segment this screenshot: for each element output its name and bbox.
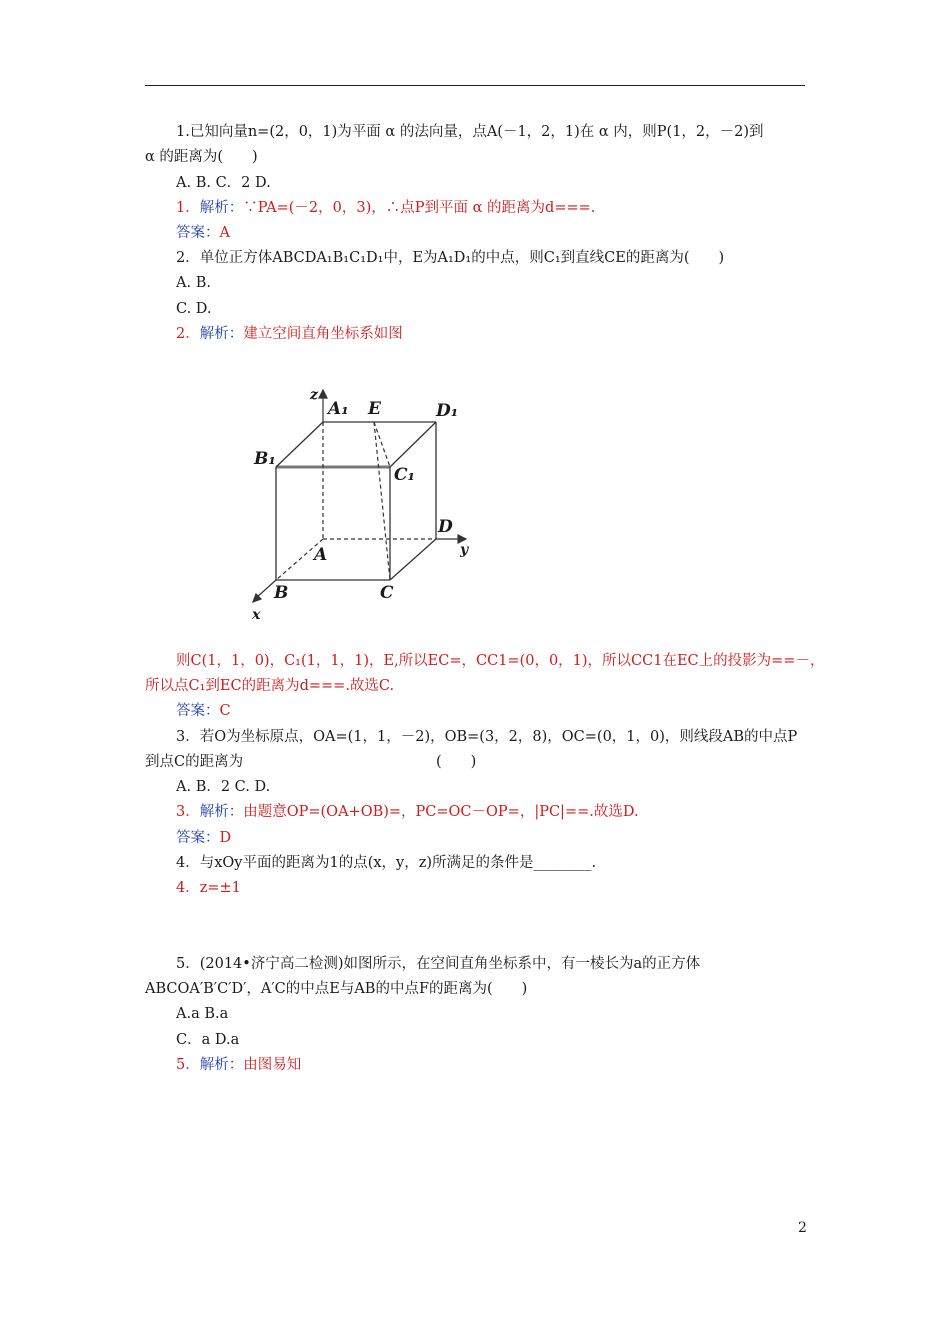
q3-paren: ( ) — [436, 754, 477, 770]
q2-options-2: C. D. — [176, 301, 212, 317]
label-b: B — [274, 583, 289, 603]
q3-text: 3．若O为坐标原点，OA=(1，1，－2)，OB=(3，2，8)，OC=(0，1，0)，则线段AB的中点P — [176, 729, 798, 745]
q3-ans-value: D — [219, 830, 232, 846]
q1-sol-label: 1． — [176, 200, 200, 216]
cube-coordinate-figure — [248, 382, 478, 627]
q5-sol-text: 由图易知 — [243, 1057, 302, 1073]
q1-ans-value: A — [219, 225, 230, 241]
q2-answer — [176, 701, 231, 721]
q5-solution — [176, 1055, 301, 1075]
q1-ans-label: 答案： — [176, 225, 220, 241]
q5-text: 5．(2014•济宁高二检测)如图所示，在空间直角坐标系中，有一棱长为a的正方体 — [176, 956, 701, 972]
q5-sol-word: 解析： — [199, 1057, 244, 1073]
q5-sol-label: 5． — [176, 1057, 200, 1073]
q1-text-cont: α 的距离为( ) — [145, 149, 258, 165]
label-d1: D₁ — [436, 401, 459, 421]
header-rule — [145, 85, 805, 86]
q3-ans-label: 答案： — [176, 830, 220, 846]
label-b1: B₁ — [254, 449, 276, 469]
label-c: C — [380, 583, 394, 603]
label-y: y — [460, 542, 469, 558]
q2-text: 2．单位正方体ABCDA₁B₁C₁D₁中，E为A₁D₁的中点，则C₁到直线CE的距离为( ) — [176, 250, 725, 266]
q1-answer — [176, 223, 230, 243]
label-x: x — [252, 607, 261, 623]
q3-sol-label: 3． — [176, 804, 200, 820]
q2-options-1: A. B. — [176, 275, 211, 291]
label-z: z — [310, 387, 318, 403]
q1-text: 1.已知向量n=(2，0，1)为平面 α 的法向量，点A(－1，2，1)在 α 内，则P(1，2，－2)到 — [176, 124, 764, 140]
q3-text-b: 到点C的距离为 — [145, 754, 244, 770]
label-e: E — [368, 399, 381, 419]
q2-sol-cont-b: 所以点C₁到EC的距离为d===.故选C. — [145, 678, 395, 694]
q3-text-cont — [145, 752, 243, 772]
q4-text: 4．与xOy平面的距离为1的点(x，y，z)所满足的条件是________. — [176, 855, 597, 871]
q2-sol-word: 解析： — [199, 326, 244, 342]
q2-sol-cont-a: 则C(1，1，0)，C₁(1，1，1)，E,所以EC=，CC1=(0，0，1)，所以CC1在EC上的投影为==－， — [176, 653, 825, 669]
q3-options: A. B．2 C. D. — [176, 779, 271, 795]
q3-sol-word: 解析： — [199, 804, 244, 820]
label-a1: A₁ — [328, 399, 349, 419]
q3-sol-text: 由题意OP=(OA+OB)=，PC=OC－OP=，|PC|==.故选D. — [243, 804, 639, 820]
q2-ans-value: C — [219, 703, 231, 719]
q1-sol-word: 解析： — [199, 200, 244, 216]
q3-solution — [176, 802, 639, 822]
q5-text-cont: ABCOA′B′C′D′，A′C的中点E与AB的中点F的距离为( ) — [145, 981, 528, 997]
q5-options-1: A.a B.a — [176, 1006, 229, 1022]
page-number: 2 — [798, 1220, 807, 1236]
q1-sol-text: ∵PA=(－2，0，3)，∴点P到平面 α 的距离为d===. — [243, 200, 596, 216]
q1-solution — [176, 198, 595, 218]
label-a: A — [314, 545, 328, 565]
q2-solution — [176, 324, 403, 344]
q3-answer — [176, 828, 231, 848]
q2-ans-label: 答案： — [176, 703, 220, 719]
q5-options-2: C．a D.a — [176, 1032, 240, 1048]
q2-sol-text: 建立空间直角坐标系如图 — [243, 326, 403, 342]
label-c1: C₁ — [394, 465, 415, 485]
q4-solution: 4．z=±1 — [176, 880, 241, 896]
q1-options: A. B. C．2 D. — [176, 175, 271, 191]
label-d: D — [438, 517, 453, 537]
q2-sol-label: 2． — [176, 326, 200, 342]
